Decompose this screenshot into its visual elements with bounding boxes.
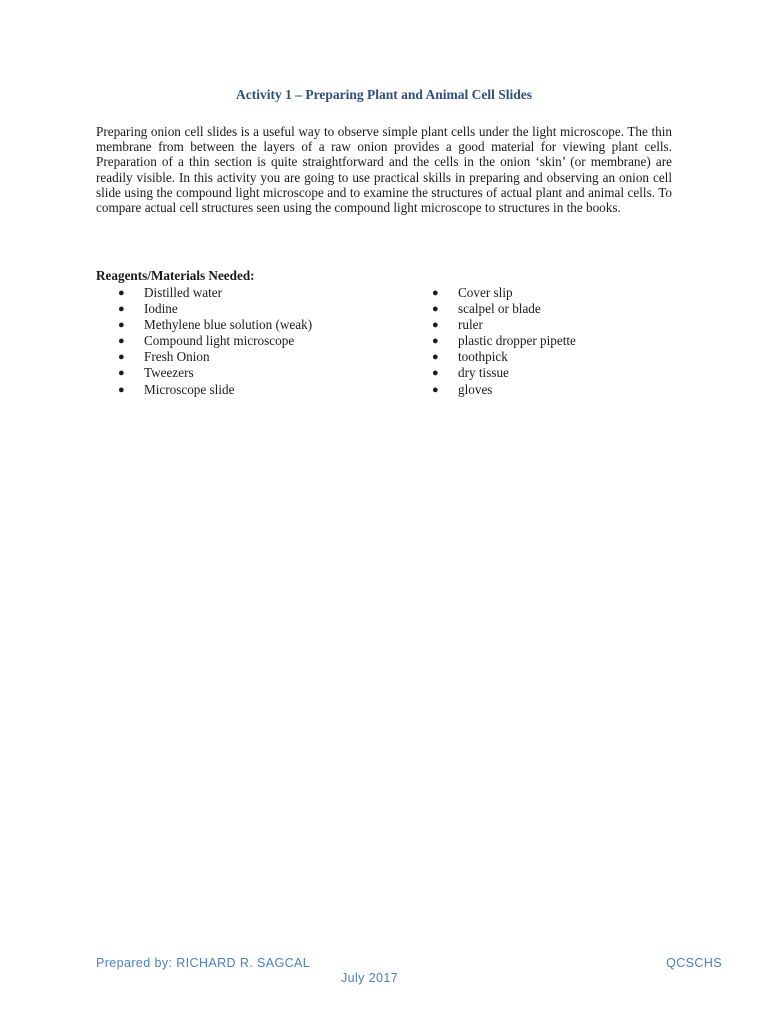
bullet-icon: ●: [432, 335, 439, 348]
material-item: [118, 285, 312, 301]
intro-paragraph: Preparing onion cell slides is a useful way to observe simple plant cells under the light microscope. The thin membrane from between the layers of a raw onion provides a good material for viewing plant cells. Preparation of a thin section is quite straightforward and the cells in the onion ‘skin’ (or membrane) are readily visible. In this activity you are going to use practical skills in preparing and observing an onion cell slide using the compound light microscope and to examine the structures of actual plant and animal cells. To compare actual cell structures seen using the compound light microscope to structures in the books.: [96, 124, 672, 216]
material-item-label: Distilled water: [144, 285, 223, 300]
material-item: [432, 349, 576, 365]
bullet-icon: ●: [118, 319, 125, 332]
bullet-icon: ●: [118, 351, 125, 364]
material-item: [118, 301, 312, 317]
bullet-icon: ●: [432, 383, 439, 396]
material-item: [432, 301, 576, 317]
material-item-label: Methylene blue solution (weak): [144, 317, 313, 333]
bullet-icon: ●: [432, 367, 439, 380]
material-item: [118, 333, 312, 349]
material-item-label: toothpick: [458, 349, 508, 365]
material-item-label: Fresh Onion: [144, 349, 210, 365]
material-item: [432, 285, 576, 301]
bullet-icon: ●: [432, 303, 439, 316]
material-item: [432, 382, 576, 398]
bullet-icon: ●: [118, 367, 125, 380]
bullet-icon: ●: [118, 383, 125, 396]
bullet-icon: ●: [118, 335, 125, 348]
date-text: July 2017: [341, 971, 399, 985]
material-item-label: gloves: [458, 381, 493, 397]
material-item: [432, 317, 576, 333]
material-item: [118, 382, 312, 398]
material-item: [432, 365, 576, 381]
material-item-label: dry tissue: [458, 365, 509, 381]
material-item-label: ruler: [458, 317, 483, 333]
material-item-label: Microscope slide: [144, 381, 235, 397]
bullet-icon: ●: [118, 287, 125, 299]
bullet-icon: ●: [432, 287, 439, 299]
material-item-label: plastic dropper pipette: [458, 333, 576, 349]
organization-text: QCSCHS: [666, 956, 722, 970]
material-item: [118, 365, 312, 381]
material-item-label: Tweezers: [144, 365, 194, 381]
bullet-icon: ●: [432, 319, 439, 332]
material-item: [118, 317, 312, 333]
bullet-icon: ●: [118, 303, 125, 316]
material-item: [118, 349, 312, 365]
material-item-label: Iodine: [144, 301, 178, 317]
bullet-icon: ●: [432, 351, 439, 364]
prepared-by-text: Prepared by: RICHARD R. SAGCAL: [96, 956, 311, 970]
materials-list-left: [118, 285, 312, 398]
material-item-label: Cover slip: [458, 285, 513, 300]
material-item-label: Compound light microscope: [144, 333, 295, 349]
activity-title: Activity 1 – Preparing Plant and Animal Cell Slides: [235, 87, 532, 103]
material-item-label: scalpel or blade: [458, 301, 541, 317]
material-item: [432, 333, 576, 349]
materials-heading: Reagents/Materials Needed:: [96, 268, 255, 283]
materials-list-right: [432, 285, 576, 398]
